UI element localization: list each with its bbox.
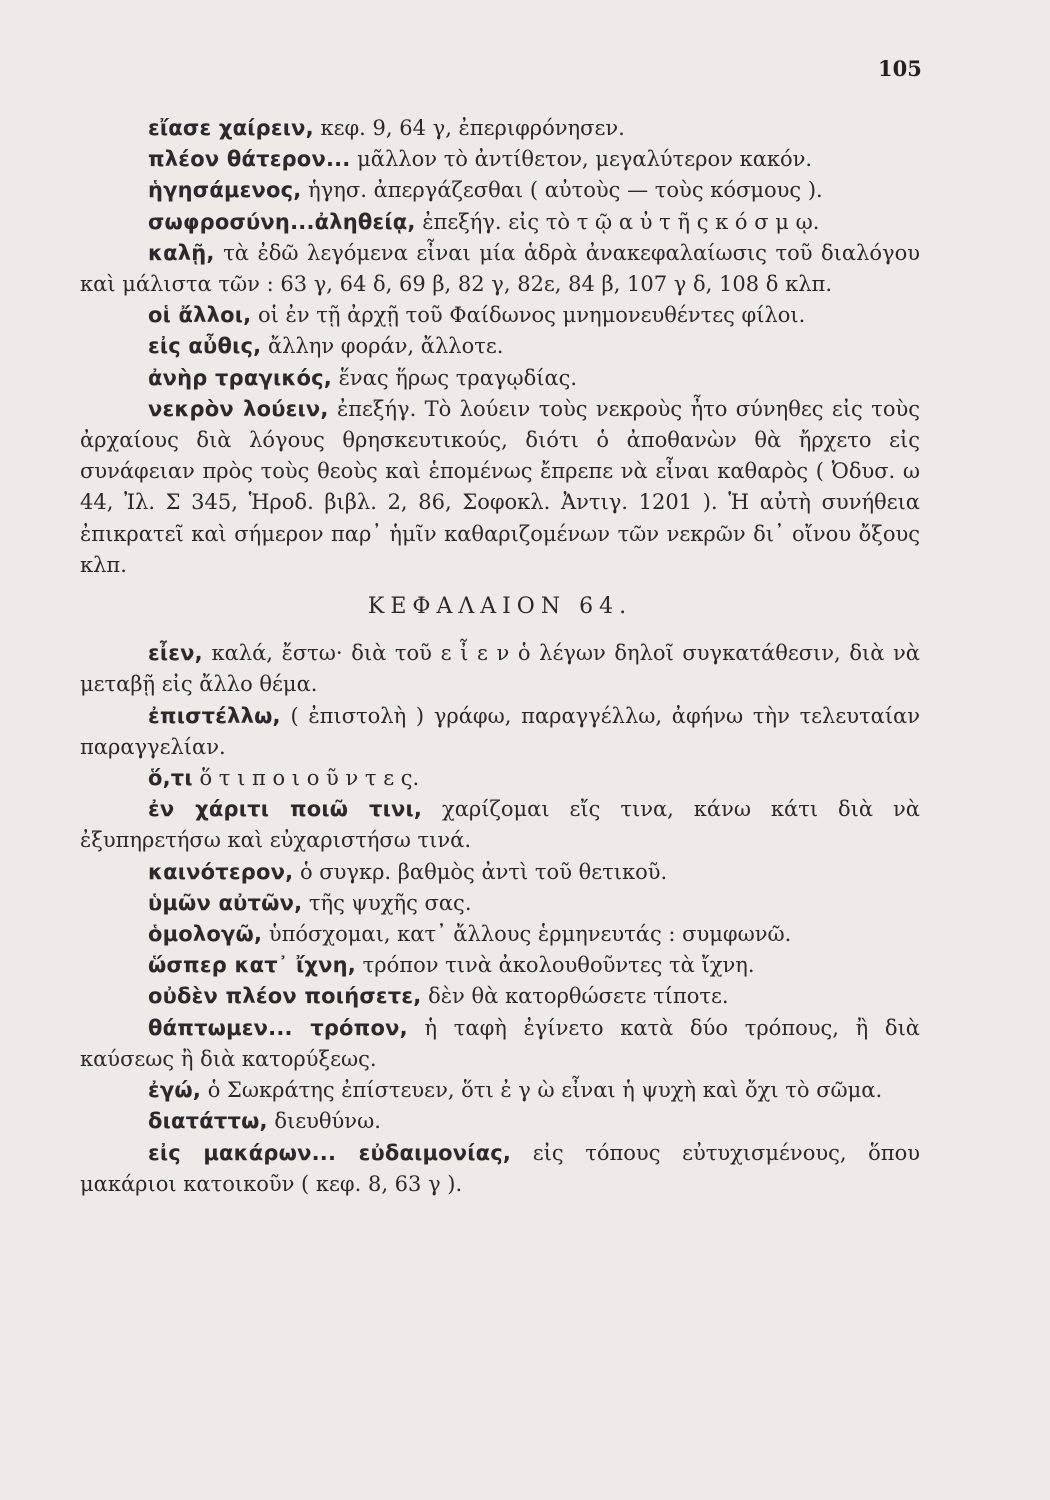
entry: [80, 638, 920, 700]
entry-text: τὰ ἐδῶ λεγόμενα εἶναι μία ἁδρὰ ἀνακεφαλαίωσις τοῦ διαλόγου καὶ μάλιστα τῶν : 63 γ, 64 δ, 69 β, 82 γ, 82ε, 84 β, 107 γ δ, 108 δ κλπ.: [80, 240, 920, 297]
entry: [80, 363, 920, 394]
entry-text: τῆς ψυχῆς σας.: [302, 890, 472, 915]
entry-text: ἡ ταφὴ ἐγίνετο κατὰ δύο τρόπους, ἢ διὰ καύσεως ἢ διὰ κατορύξεως.: [80, 1015, 920, 1071]
entry-term: ὁμολογῶ,: [148, 922, 263, 947]
entry: [80, 950, 920, 981]
entry: [80, 794, 920, 856]
entry-term: εἴασε χαίρειν,: [148, 116, 314, 140]
entry-text: τρόπον τινὰ ἀκολουθοῦντες τὰ ἴχνη.: [355, 953, 755, 978]
entry: [80, 857, 920, 888]
entry: [80, 1075, 920, 1106]
entry-term: ἐγώ,: [148, 1078, 202, 1103]
entry-text: χαρίζομαι εἴς τινα, κάνω κάτι διὰ νὰ ἐξυπηρετήσω καὶ εὐχαριστήσω τινά.: [80, 797, 920, 853]
entry: [80, 888, 920, 919]
entry-term: εἶεν,: [148, 641, 203, 666]
entry: [80, 1106, 920, 1137]
entry-text: διευθύνω.: [267, 1109, 381, 1134]
entry: [80, 113, 920, 144]
entry-term: καλῇ,: [148, 240, 215, 265]
entry-term: θάπτωμεν... τρόπον,: [148, 1015, 408, 1040]
entry-term: ὥσπερ κατ᾽ ἴχνη,: [148, 953, 356, 978]
entry: [80, 207, 920, 238]
entry: [80, 331, 920, 362]
entry: [80, 1013, 920, 1075]
entry-text: εἰς τόπους εὐτυχισμένους, ὅπου μακάριοι κατοικοῦν ( κεφ. 8, 63 γ ).: [80, 1140, 921, 1196]
entry-text: οἱ ἐν τῇ ἀρχῇ τοῦ Φαίδωνος μνημονευθέντες φίλοι.: [251, 303, 806, 328]
entry-term: καινότερον,: [148, 859, 294, 884]
entry: [80, 144, 920, 175]
entry-text: ἡγησ. ἀπεργάζεσθαι ( αὐτοὺς — τοὺς κόσμους ).: [301, 178, 823, 203]
entry-text: μᾶλλον τὸ ἀντίθετον, μεγαλύτερον κακόν.: [350, 147, 813, 172]
entry-text: δὲν θὰ κατορθώσετε τίποτε.: [421, 984, 729, 1009]
entry-term: νεκρὸν λούειν,: [148, 396, 329, 421]
commentary-body: [80, 113, 920, 1200]
entry-term: οἱ ἄλλοι,: [148, 303, 252, 328]
entry-term: ὑμῶν αὐτῶν,: [148, 890, 303, 915]
entry-text: ὅ τ ι π ο ι ο ῦ ν τ ε ς.: [192, 766, 420, 791]
entry: [80, 175, 920, 206]
entry-term: ἐπιστέλλω,: [148, 703, 281, 728]
entry-term: εἰς αὖθις,: [148, 334, 262, 359]
entry-text: ( ἐπιστολὴ ) γράφω, παραγγέλλω, ἀφήνω τὴν τελευταίαν παραγγελίαν.: [80, 703, 920, 759]
entry-term: εἰς μακάρων... εὐδαιμονίας,: [148, 1140, 512, 1165]
entry-term: ὅ,τι: [148, 766, 193, 791]
entry-term: ἡγησάμενος,: [148, 178, 302, 203]
entry: [80, 300, 920, 331]
entry-term: πλέον θάτερον...: [148, 147, 351, 172]
chapter-heading: ΚΕΦΑΛΑΙΟΝ 64.: [367, 594, 633, 620]
entry: [80, 238, 920, 300]
entry: [80, 763, 920, 794]
entry-text: κεφ. 9, 64 γ, ἐπεριφρόνησεν.: [313, 116, 625, 140]
entry-text: ὑπόσχομαι, κατ᾽ ἄλλους ἑρμηνευτάς : συμφωνῶ.: [262, 922, 792, 947]
entry-text: ἄλλην φοράν, ἄλλοτε.: [261, 334, 504, 359]
entry: [80, 919, 920, 950]
entry-text: ἐπεξήγ. εἰς τὸ τ ῷ α ὐ τ ῆ ς κ ό σ μ ῳ.: [415, 209, 820, 234]
entry-text: ἕνας ἥρως τραγῳδίας.: [331, 365, 578, 390]
entry-text: ὁ συγκρ. βαθμὸς ἀντὶ τοῦ θετικοῦ.: [293, 859, 668, 884]
entry: [80, 981, 920, 1012]
entry-term: διατάττω,: [148, 1109, 268, 1134]
page-number: 105: [878, 56, 922, 81]
entry: [80, 701, 920, 763]
entry-text: ἐπεξήγ. Τὸ λούειν τοὺς νεκροὺς ἦτο σύνηθες εἰς τοὺς ἀρχαίους διὰ λόγους θρησκευτικούς, διότι ὁ ἀποθανὼν θὰ ἤρχετο εἰς συνάφειαν πρὸς τοὺς θεοὺς καὶ ἑπομένως ἔπρεπε νὰ εἶναι καθαρὸς ( Ὀδυσ. ω 44, Ἰλ. Σ 345, Ἡροδ. βιβλ. 2, 86, Σοφοκλ. Ἀντιγ. 1201 ). Ἡ αὐτὴ συνήθεια ἐπικρατεῖ καὶ σήμερον παρ᾽ ἡμῖν καθαριζομένων τῶν νεκρῶν δι᾽ οἴνου ὄξους κλπ.: [80, 396, 920, 577]
entry-term: οὐδὲν πλέον ποιήσετε,: [148, 984, 422, 1009]
entry-text: καλά, ἔστω· διὰ τοῦ ε ἶ ε ν ὁ λέγων δηλοῖ συγκατάθεσιν, διὰ νὰ μεταβῇ εἰς ἄλλο θέμα.: [80, 641, 920, 697]
entry-term: ἐν χάριτι ποιῶ τινι,: [148, 797, 423, 822]
entry-term: ἀνὴρ τραγικός,: [148, 365, 332, 390]
entry-text: ὁ Σωκράτης ἐπίστευεν, ὅτι ἐ γ ὼ εἶναι ἡ ψυχὴ καὶ ὄχι τὸ σῶμα.: [201, 1078, 883, 1103]
entry: [80, 1138, 920, 1200]
entry-term: σωφροσύνη...ἀληθείᾳ,: [148, 209, 416, 234]
entry: [80, 394, 920, 581]
